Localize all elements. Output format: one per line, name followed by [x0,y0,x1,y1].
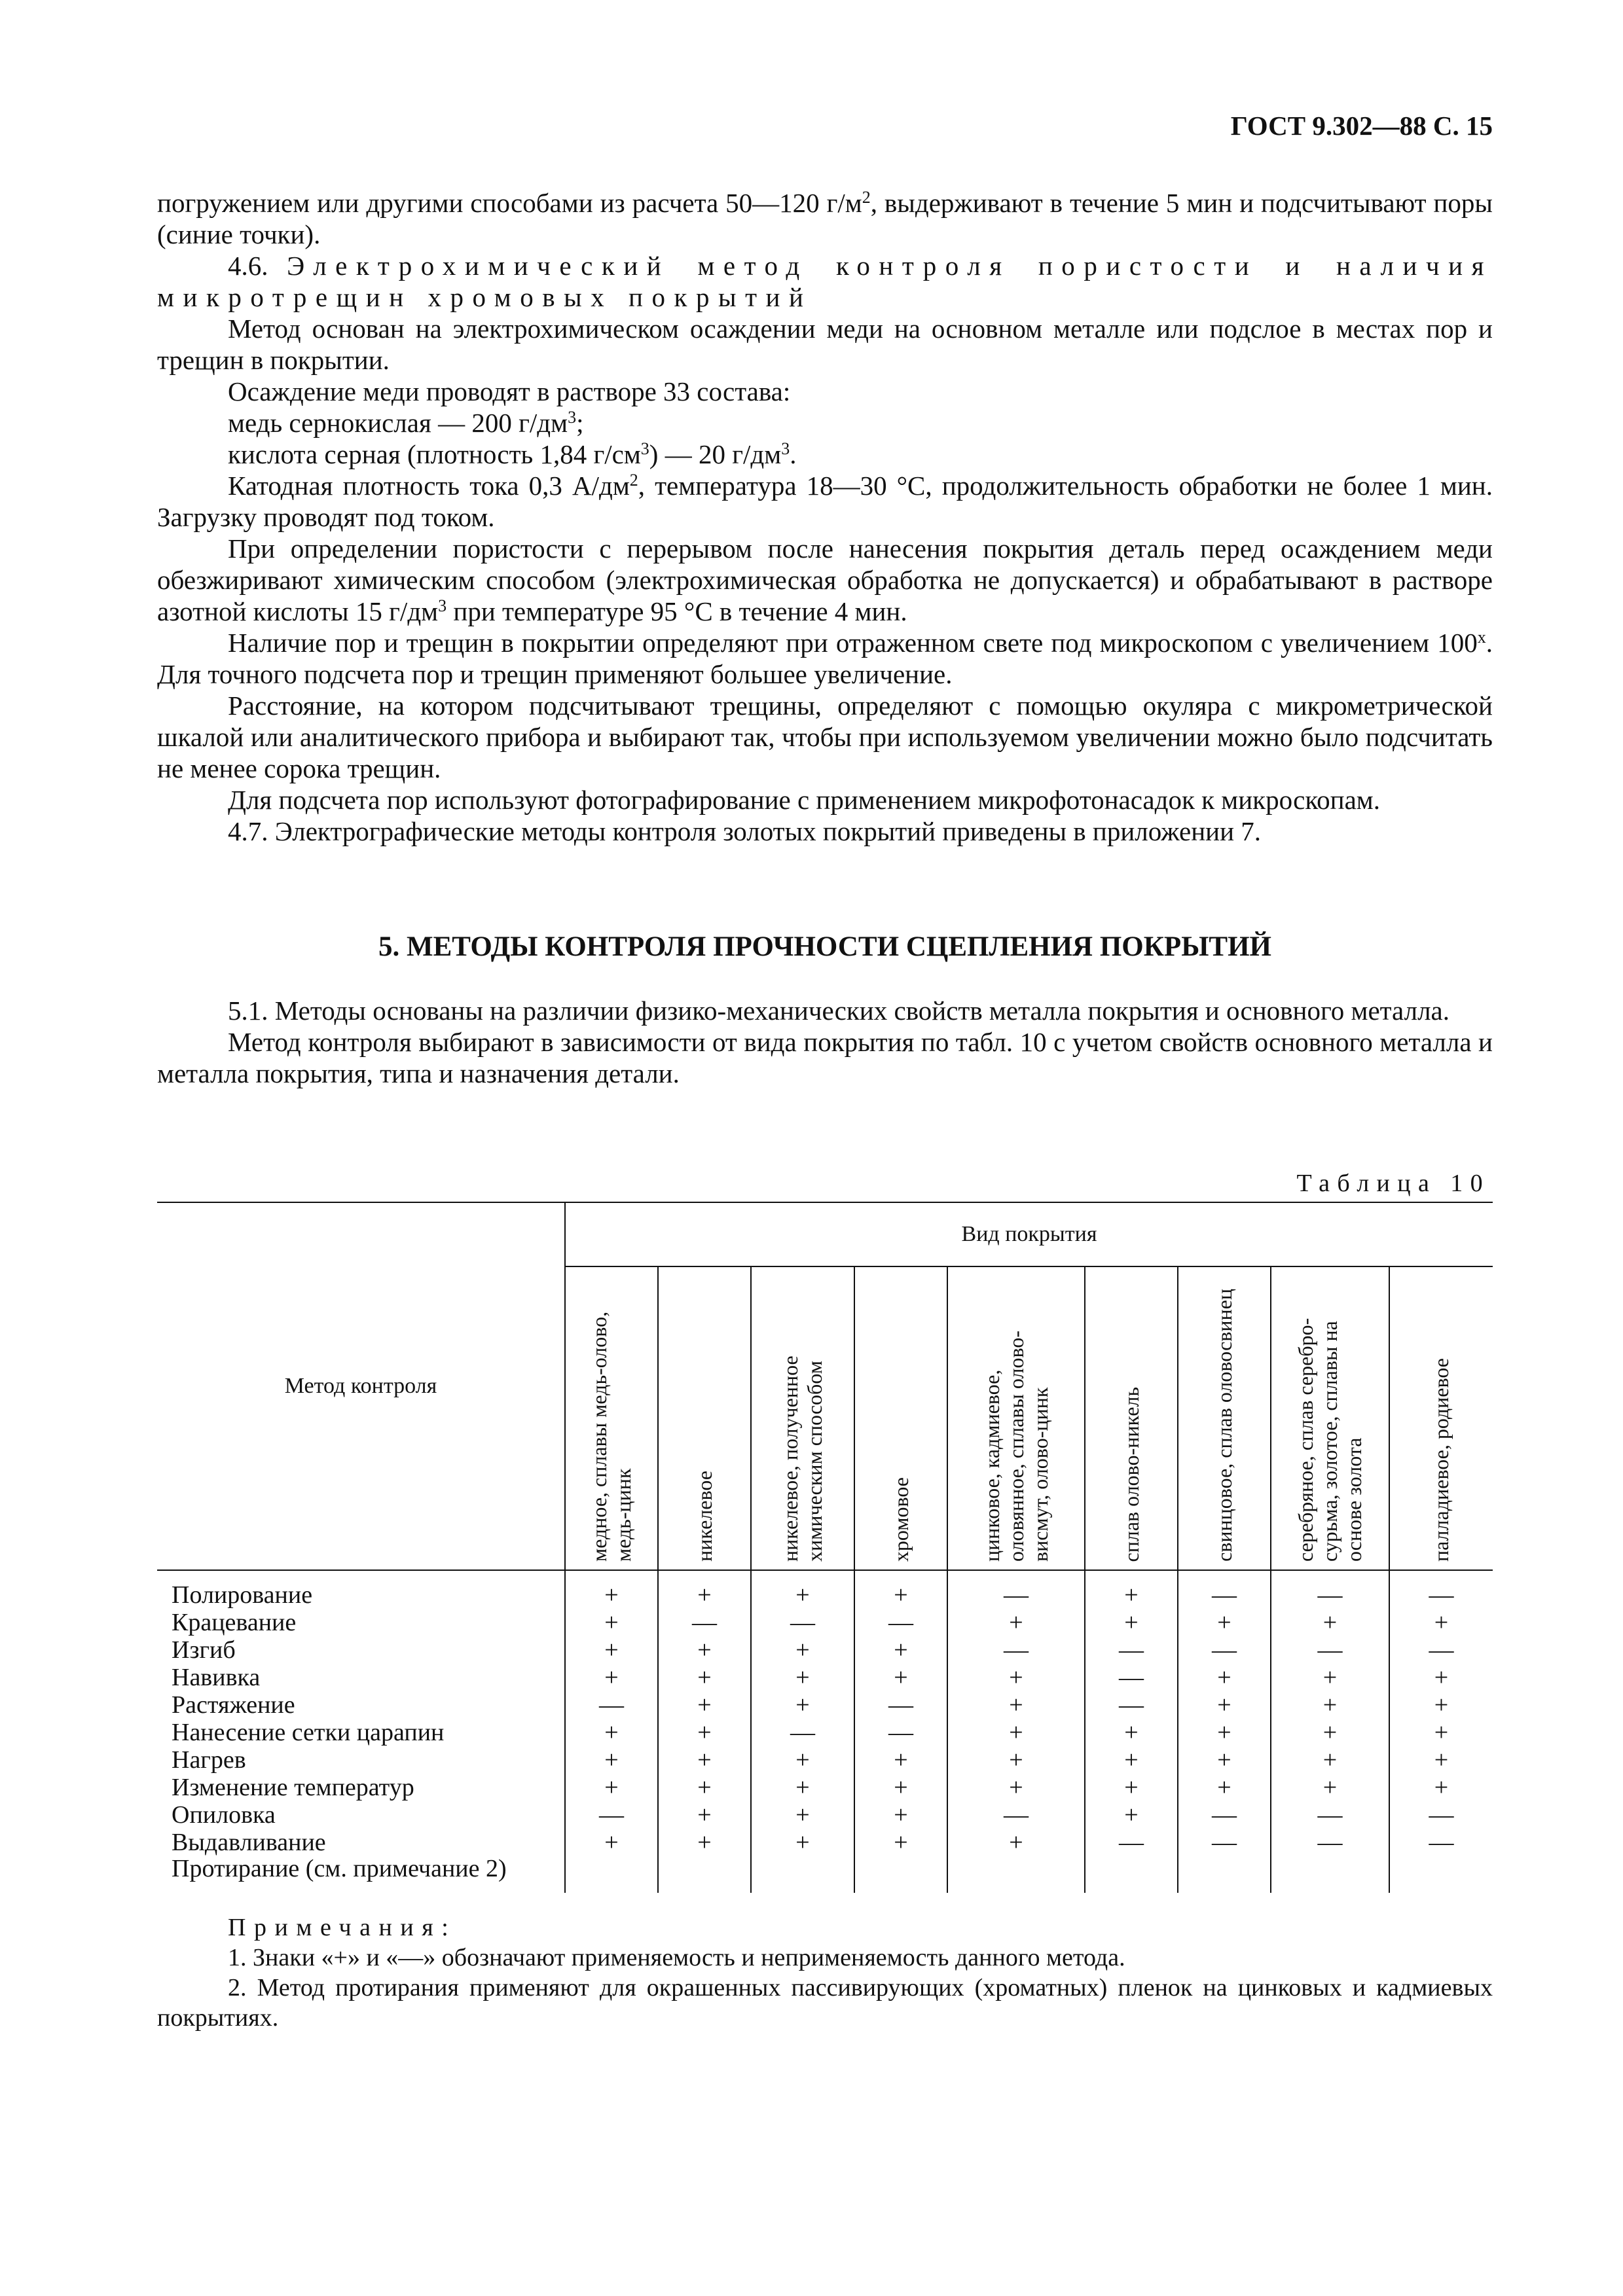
method-cell: Навивка [172,1664,261,1691]
applicability-cell: + [751,1636,854,1664]
applicability-cell: — [751,1609,854,1636]
applicability-cell [1085,1856,1178,1893]
applicability-cell: + [751,1829,854,1856]
applicability-cell: + [658,1719,751,1746]
applicability-cell: + [658,1774,751,1801]
applicability-cell: + [658,1636,751,1664]
coating-column-header [1271,1266,1389,1570]
applicability-cell: + [565,1570,658,1609]
applicability-cell: + [1085,1774,1178,1801]
applicability-cell: + [565,1746,658,1774]
table-row [157,1664,1493,1691]
applicability-cell: + [947,1829,1085,1856]
table-row [157,1801,1493,1829]
applicability-cell: + [1085,1609,1178,1636]
applicability-cell [658,1856,751,1893]
table-caption: Таблица 10 [1296,1170,1490,1197]
applicability-cell: — [565,1691,658,1719]
table-row [157,1829,1493,1856]
applicability-cell: + [658,1664,751,1691]
applicability-cell [1178,1856,1271,1893]
column-label: свинцовое, сплав оловосвинец [1212,1289,1236,1562]
applicability-cell: + [947,1691,1085,1719]
applicability-cell: — [1389,1636,1493,1664]
applicability-cell: + [1271,1609,1389,1636]
applicability-cell: + [854,1746,947,1774]
applicability-cell: + [751,1691,854,1719]
method-cell: Изменение температур [172,1774,414,1801]
applicability-cell: + [751,1801,854,1829]
applicability-cell: + [565,1636,658,1664]
applicability-cell: + [751,1774,854,1801]
body-text [157,187,1493,847]
applicability-cell: — [1085,1664,1178,1691]
applicability-cell: + [658,1691,751,1719]
applicability-cell: + [1271,1691,1389,1719]
applicability-cell: + [751,1570,854,1609]
applicability-cell: — [854,1691,947,1719]
applicability-cell: + [1178,1719,1271,1746]
coating-column-header [947,1266,1085,1570]
applicability-cell: + [947,1746,1085,1774]
applicability-cell: + [1389,1746,1493,1774]
applicability-cell [947,1856,1085,1893]
table-row [157,1636,1493,1664]
applicability-cell: + [658,1829,751,1856]
paragraph: 5.1. Методы основаны на различии физико-механических свойств металла покрытия и основного металла. [228,996,1450,1026]
paragraph: погружением или другими способами из расчета 50—120 $г/м^2$, выдерживают в течение 5 мин и подсчитывают поры (синие точки). [157,188,1493,249]
applicability-cell: — [1271,1829,1389,1856]
column-label: никелевое [692,1471,716,1562]
paragraph: Наличие пор и трещин в покрытии определяют при отраженном свете под микроскопом с увеличением $100^х$. Для точного подсчета пор и трещин применяют большее увеличение. [157,628,1493,689]
applicability-cell: — [1271,1801,1389,1829]
table-row [157,1856,1493,1893]
applicability-cell: — [1271,1570,1389,1609]
applicability-cell [854,1856,947,1893]
applicability-cell: + [854,1829,947,1856]
column-label: хромовое [888,1477,913,1562]
applicability-cell: — [854,1719,947,1746]
applicability-cell: + [1389,1609,1493,1636]
table-row [157,1570,1493,1609]
page-header: ГОСТ 9.302—88 С. 15 [1230,111,1493,141]
applicability-cell: + [565,1774,658,1801]
method-cell: Растяжение [172,1691,295,1719]
group-header: Вид покрытия [565,1202,1493,1266]
section-text [157,995,1493,1089]
applicability-cell [1271,1856,1389,1893]
applicability-cell: + [1178,1774,1271,1801]
paragraph: Метод контроля выбирают в зависимости от вида покрытия по табл. 10 с учетом свойств основного металла и металла покрытия, типа и назначения детали. [157,1027,1493,1088]
method-cell: Изгиб [172,1636,236,1664]
method-cell: Полирование [172,1581,313,1609]
applicability-cell: — [947,1636,1085,1664]
applicability-cell: — [1178,1570,1271,1609]
applicability-cell: + [1085,1746,1178,1774]
table-row [157,1746,1493,1774]
method-cell: Опиловка [172,1801,276,1829]
column-label: палладиевое, родиевое [1429,1357,1453,1562]
applicability-cell: + [1178,1664,1271,1691]
applicability-cell: + [751,1664,854,1691]
column-label: никелевое, полученное химическим способом [778,1355,826,1562]
paragraph: 4.7. Электрографические методы контроля золотых покрытий приведены в приложении 7. [228,816,1262,846]
method-cell: Выдавливание [172,1829,326,1856]
coating-column-header [1085,1266,1178,1570]
applicability-cell: + [1389,1664,1493,1691]
method-header: Метод контроля [157,1202,565,1570]
column-label: цинковое, кадмиевое, оловянное, сплавы олово-висмут, олово-цинк [979,1331,1052,1562]
applicability-cell [1389,1856,1493,1893]
clause-title: 4.6. Электрохимический метод контроля пористости и наличия микротрещин хромовых покрытий [157,251,1493,312]
applicability-cell: + [565,1719,658,1746]
section-title: 5. МЕТОДЫ КОНТРОЛЯ ПРОЧНОСТИ СЦЕПЛЕНИЯ ПОКРЫТИЙ [378,931,1271,962]
applicability-cell: + [854,1570,947,1609]
applicability-cell: + [565,1829,658,1856]
applicability-cell: + [658,1746,751,1774]
notes [157,1912,1493,2033]
applicability-cell: — [947,1801,1085,1829]
table-row [157,1609,1493,1636]
applicability-cell: + [1271,1719,1389,1746]
paragraph: Метод основан на электрохимическом осаждении меди на основном металле или подслое в местах пор и трещин в покрытии. [157,314,1493,375]
column-label: медное, сплавы медь-олово, медь-цинк [587,1311,635,1562]
applicability-cell: + [1085,1719,1178,1746]
applicability-cell [751,1856,854,1893]
applicability-cell: + [1085,1570,1178,1609]
applicability-cell: + [1178,1609,1271,1636]
paragraph: Катодная плотность тока 0,3 $А/дм^2$, температура 18—30 °С, продолжительность обработки не более 1 мин. Загрузку проводят под током. [157,471,1493,532]
method-cell: Нанесение сетки царапин [172,1719,445,1746]
applicability-cell: — [1085,1636,1178,1664]
applicability-cell: — [854,1609,947,1636]
paragraph: При определении пористости с перерывом после нанесения покрытия деталь перед осаждением меди обезжиривают химическим способом (электрохимическая обработка не допускается) и обрабатывают в растворе азотной кислоты 15 $г/дм^3$ при температуре 95 °С в течение 4 мин. [157,533,1493,626]
applicability-cell: — [1389,1829,1493,1856]
applicability-cell: + [1178,1746,1271,1774]
applicability-cell: + [854,1664,947,1691]
applicability-cell: + [1271,1746,1389,1774]
applicability-cell: + [1271,1774,1389,1801]
applicability-cell: + [854,1801,947,1829]
applicability-cell: + [1271,1664,1389,1691]
applicability-cell: — [565,1801,658,1829]
applicability-cell: — [1085,1691,1178,1719]
applicability-cell: + [1389,1719,1493,1746]
coating-column-header [565,1266,658,1570]
coating-methods-table [157,1202,1493,1893]
applicability-cell: — [1178,1829,1271,1856]
note-1: 1. Знаки «+» и «—» обозначают применяемость и неприменяемость данного метода. [228,1944,1125,1971]
method-cell: Крацевание [172,1609,297,1636]
applicability-cell [565,1856,658,1893]
applicability-cell: — [751,1719,854,1746]
coating-column-header [658,1266,751,1570]
applicability-cell: + [1178,1691,1271,1719]
paragraph: Осаждение меди проводят в растворе 33 состава: [228,376,791,406]
column-label: сплав олово-никель [1119,1386,1143,1562]
applicability-cell: + [947,1609,1085,1636]
applicability-cell: + [565,1664,658,1691]
applicability-cell: + [1389,1774,1493,1801]
notes-title: Примечания: [228,1914,457,1941]
applicability-cell: + [1085,1801,1178,1829]
paragraph: медь сернокислая — 200 $г/дм^3$; [228,408,584,438]
table-row [157,1719,1493,1746]
applicability-cell: — [1271,1636,1389,1664]
applicability-cell: — [1178,1801,1271,1829]
applicability-cell: — [1085,1829,1178,1856]
applicability-cell: + [751,1746,854,1774]
applicability-cell: + [1389,1691,1493,1719]
applicability-cell: + [854,1774,947,1801]
table-row [157,1774,1493,1801]
paragraph: кислота серная (плотность 1,84 $г/см^3$) — 20 $г/дм^3$. [228,439,797,469]
table-row [157,1691,1493,1719]
applicability-cell: + [854,1636,947,1664]
applicability-cell: + [947,1664,1085,1691]
applicability-cell: + [658,1801,751,1829]
applicability-cell: — [947,1570,1085,1609]
column-label: серебряное, сплав серебро-сурьма, золотое, сплавы на основе золота [1294,1318,1366,1562]
applicability-cell: + [658,1570,751,1609]
applicability-cell: — [1389,1801,1493,1829]
coating-column-header [1389,1266,1493,1570]
applicability-cell: — [1178,1636,1271,1664]
applicability-cell: + [565,1609,658,1636]
applicability-cell: — [1389,1570,1493,1609]
applicability-cell: + [947,1719,1085,1746]
paragraph: Расстояние, на котором подсчитывают трещины, определяют с помощью окуляра с микрометрической шкалой или аналитического прибора и выбирают так, чтобы при используемом увеличении можно было подсчитать не менее сорока трещин. [157,691,1493,783]
applicability-cell: — [658,1609,751,1636]
method-cell: Нагрев [172,1746,246,1774]
note-2: 2. Метод протирания применяют для окрашенных пассивирующих (хроматных) пленок на цинковых и кадмиевых покрытиях. [157,1974,1493,2032]
coating-column-header [751,1266,854,1570]
coating-column-header [1178,1266,1271,1570]
paragraph: Для подсчета пор используют фотографирование с применением микрофотонасадок к микроскопам. [228,785,1380,815]
applicability-cell: + [947,1774,1085,1801]
method-cell: Протирание (см. примечание 2) [172,1855,507,1882]
coating-column-header [854,1266,947,1570]
